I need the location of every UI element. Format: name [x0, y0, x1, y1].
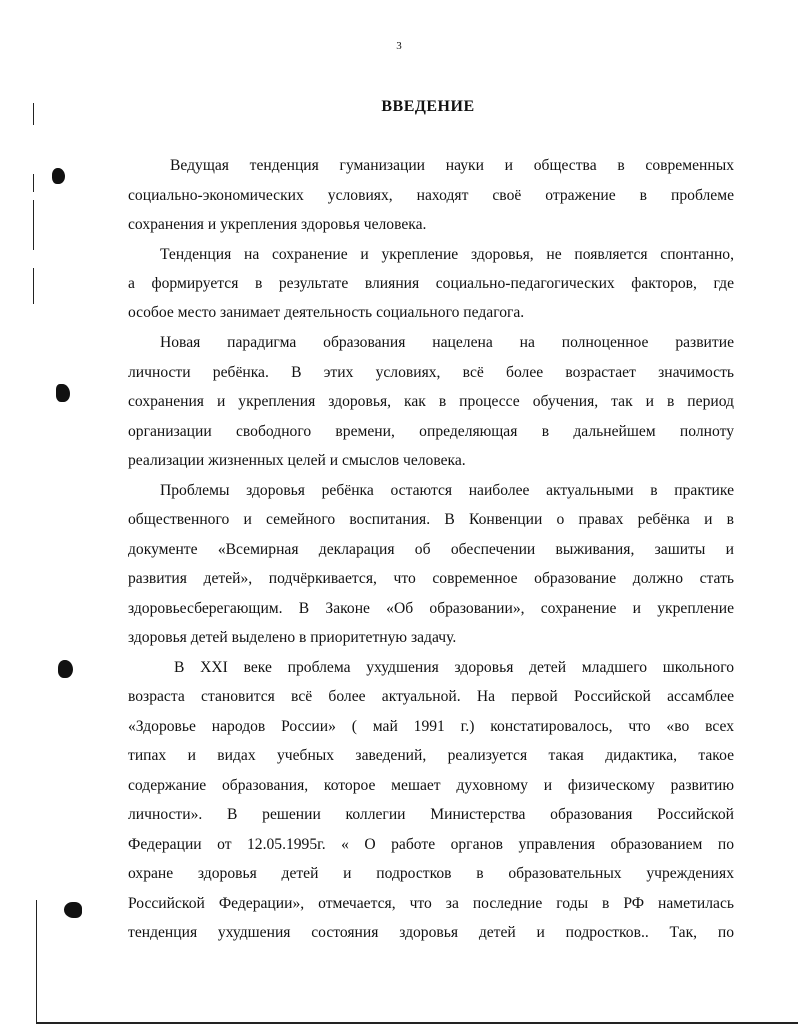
scan-mark — [33, 103, 34, 125]
text-line: личности». В решении коллегии Министерства образования Российской — [128, 806, 734, 823]
page-edge — [36, 1022, 798, 1024]
text-line: а формируется в результате влияния социально-педагогических факторов, где — [128, 275, 734, 292]
text-line: реализации жизненных целей и смыслов человека. — [128, 452, 466, 469]
scan-mark — [33, 268, 34, 304]
text-line: особое место занимает деятельность социального педагога. — [128, 304, 525, 321]
punch-hole-mark — [58, 660, 73, 678]
text-line: «Здоровье народов России» ( май 1991 г.) констатировалось, что «во всех — [128, 718, 734, 735]
text-line: здоровья детей выделено в приоритетную задачу. — [128, 629, 457, 646]
scan-mark — [33, 200, 34, 250]
text-line: возраста становится всё более актуальной. На первой Российской ассамблее — [128, 688, 734, 705]
text-line: Проблемы здоровья ребёнка остаются наиболее актуальными в практике — [160, 482, 734, 499]
text-line: содержание образования, которое мешает духовному и физическому развитию — [128, 777, 734, 794]
text-line: тенденция ухудшения состояния здоровья детей и подростков.. Так, по — [128, 924, 734, 941]
punch-hole-mark — [56, 384, 70, 402]
text-line: развития детей», подчёркивается, что современное образование должно стать — [128, 570, 734, 587]
text-line: Федерации от 12.05.1995г. « О работе органов управления образованием по — [128, 836, 734, 853]
text-line: Новая парадигма образования нацелена на полноценное развитие — [160, 334, 734, 351]
text-line: сохранения и укрепления здоровья, как в процессе обучения, так и в период — [128, 393, 734, 410]
text-line: общественного и семейного воспитания. В Конвенции о правах ребёнка и в — [128, 511, 734, 528]
scan-mark — [33, 174, 34, 192]
text-line: сохранения и укрепления здоровья человека. — [128, 216, 427, 233]
text-line: Тенденция на сохранение и укрепление здоровья, не появляется спонтанно, — [160, 246, 734, 263]
scan-mark — [36, 900, 37, 1024]
text-line: В XXI веке проблема ухудшения здоровья детей младшего школьного — [174, 659, 734, 676]
punch-hole-mark — [64, 902, 82, 918]
text-line: Российской Федерации», отмечается, что за последние годы в РФ наметилась — [128, 895, 734, 912]
text-line: документе «Всемирная декларация об обеспечении выживания, зашиты и — [128, 541, 734, 558]
text-line: Ведущая тенденция гуманизации науки и общества в современных — [170, 157, 734, 174]
text-line: здоровьесберегающим. В Законе «Об образовании», сохранение и укрепление — [128, 600, 734, 617]
punch-hole-mark — [52, 168, 65, 184]
text-line: организации свободного времени, определяющая в дальнейшем полноту — [128, 423, 734, 440]
text-line: типах и видах учебных заведений, реализуется такая дидактика, такое — [128, 747, 734, 764]
text-line: охране здоровья детей и подростков в образовательных учреждениях — [128, 865, 734, 882]
page-title: ВВЕДЕНИЕ — [381, 98, 475, 115]
text-line: социально-экономических условиях, находят своё отражение в проблеме — [128, 187, 734, 204]
page-number: 3 — [396, 40, 402, 52]
text-line: личности ребёнка. В этих условиях, всё более возрастает значимость — [128, 364, 734, 381]
